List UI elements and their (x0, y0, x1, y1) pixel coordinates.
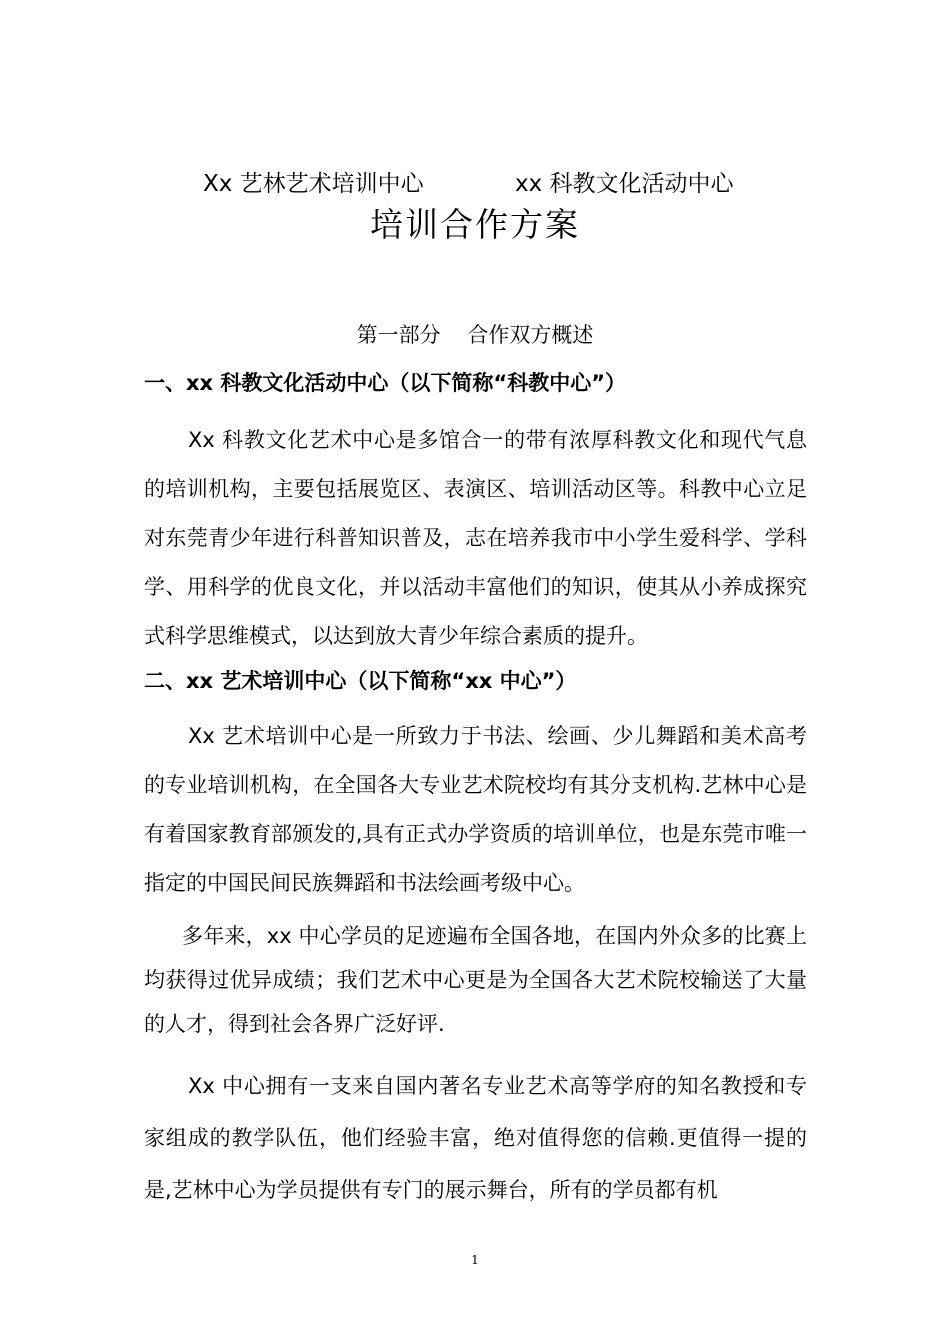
part-title: 第一部分 合作双方概述 (356, 323, 594, 347)
header-right-organization: xx 科教文化活动中心 (515, 171, 734, 197)
section-2-paragraph-2: 多年来，xx 中心学员的足迹遍布全国各地，在国内外众多的比赛上均获得过优异成绩；我们艺术中心更是为全国各大艺术院校输送了大量的人才，得到社会各界广泛好评. (144, 924, 807, 1036)
document-title: 培训合作方案 (370, 205, 580, 244)
section-1-paragraph-1: Xx 科教文化艺术中心是多馆合一的带有浓厚科教文化和现代气息的培训机构，主要包括展览区、表演区、培训活动区等。科教中心立足对东莞青少年进行科普知识普及，志在培养我市中小学生爱科学、学科学、用科学的优良文化，并以活动丰富他们的知识，使其从小养成探究式科学思维模式，以达到放大青少年综合素质的提升。 (144, 428, 807, 648)
section-heading-2: 二、xx 艺术培训中心（以下简称“xx 中心”） (144, 669, 577, 693)
section-heading-1: 一、xx 科教文化活动中心（以下简称“科教中心”） (144, 371, 627, 395)
section-2-paragraph-1: Xx 艺术培训中心是一所致力于书法、绘画、少儿舞蹈和美术高考的专业培训机构，在全国各大专业艺术院校均有其分支机构.艺林中心是有着国家教育部颁发的,具有正式办学资质的培训单位，也是东莞市唯一指定的中国民间民族舞蹈和书法绘画考级中心。 (144, 724, 807, 895)
header-left-organization: Xx 艺林艺术培训中心 (203, 171, 424, 197)
header-organizations (0, 168, 950, 200)
page-number: 1 (471, 1253, 479, 1267)
section-2-paragraph-3: Xx 中心拥有一支来自国内著名专业艺术高等学府的知名教授和专家组成的教学队伍，他们经验丰富，绝对值得您的信赖.更值得一提的是,艺林中心为学员提供有专门的展示舞台，所有的学员都有机 (144, 1074, 807, 1202)
